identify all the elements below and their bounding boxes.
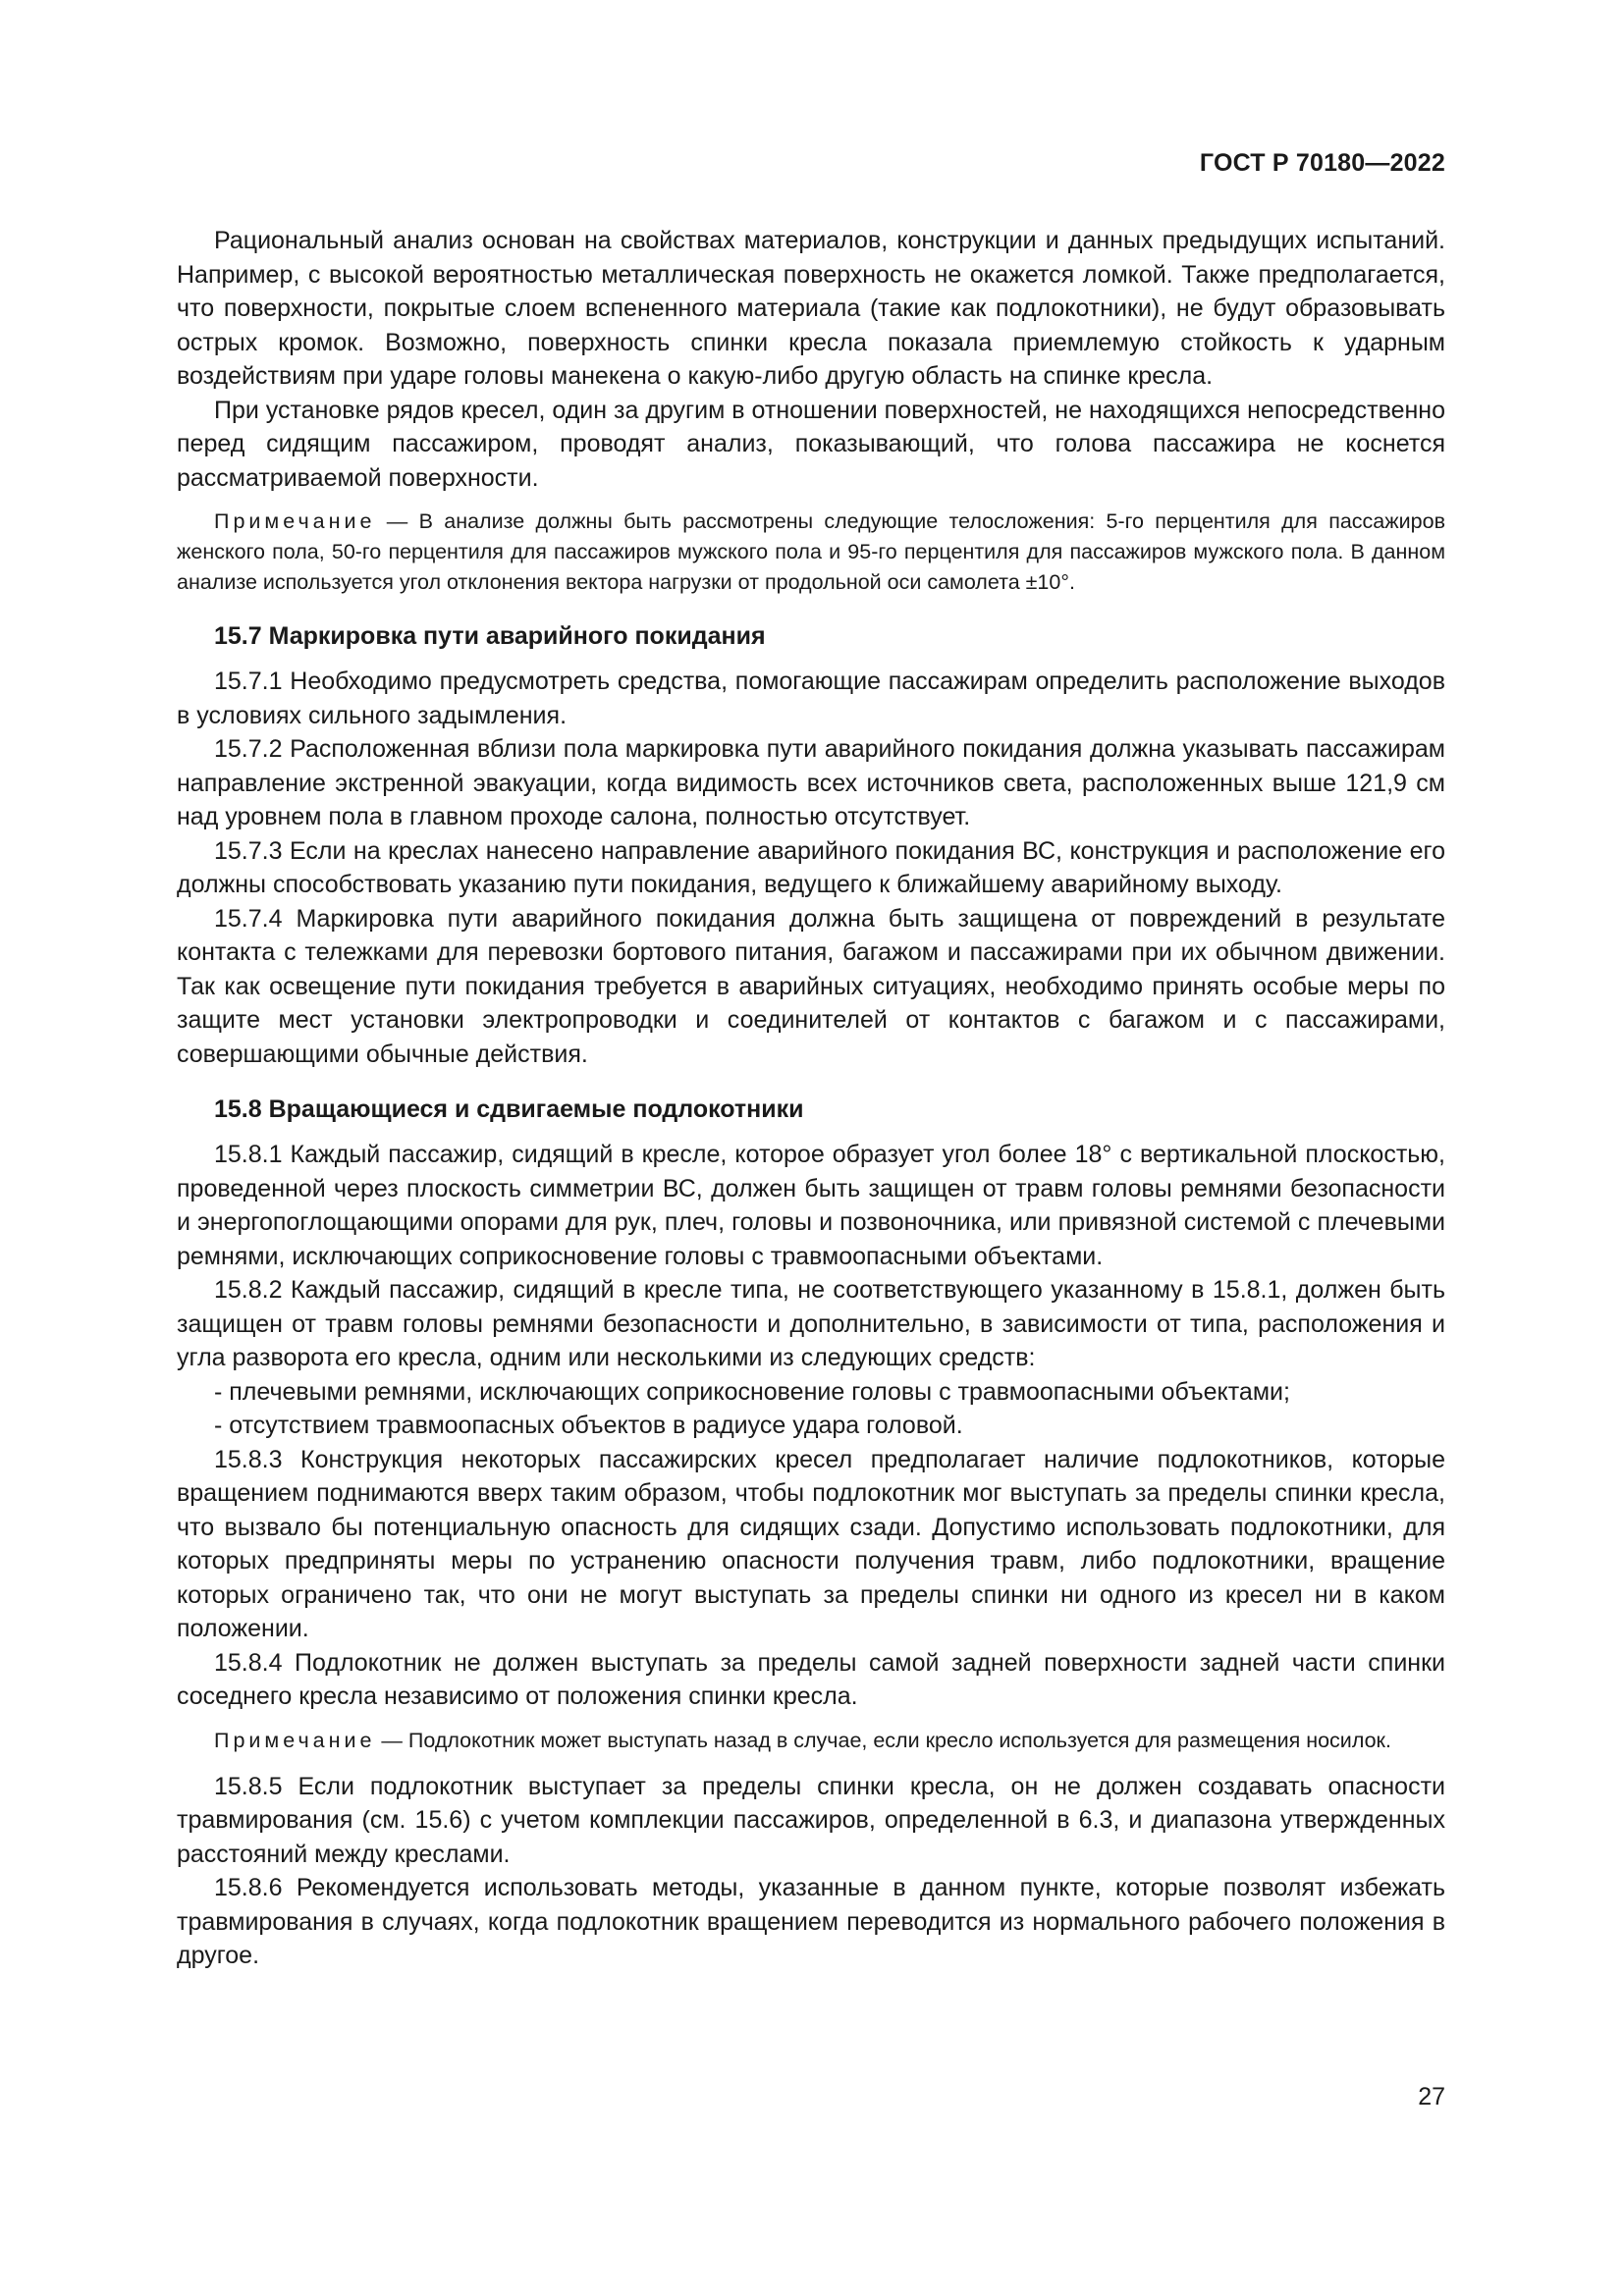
paragraph-15-8-5: 15.8.5 Если подлокотник выступает за пределы спинки кресла, он не должен создавать опасности травмирования (см. 15.6) с учетом комплекции пассажиров, определенной в 6.3, и диапазона утвержденных расстояний между креслами. [177,1772,1445,1868]
document-standard-id: ГОСТ Р 70180—2022 [1199,149,1445,177]
list-item-shoulder-belts: - плечевыми ремнями, исключающих соприкосновение головы с травмоопасными объектами; [214,1377,1290,1406]
paragraph-15-8-3: 15.8.3 Конструкция некоторых пассажирских кресел предполагает наличие подлокотников, которые вращением поднимаются вверх таким образом, чтобы подлокотник мог выступать за пределы спинки кресла, что вызвало бы потенциальную опасность для сидящих сзади. Допустимо использовать подлокотники, для которых предприняты меры по устранению опасности получения травм, либо подлокотники, вращение которых ограничено так, что они не могут выступать за пределы спинки ни одного из кресел ни в каком положении. [177,1445,1445,1642]
note-text: — Подлокотник может выступать назад в случае, если кресло используется для размещения носилок. [375,1728,1391,1752]
document-body [177,224,1445,1973]
paragraph-15-7-3: 15.7.3 Если на креслах нанесено направление аварийного покидания ВС, конструкция и расположение его должны способствовать указанию пути покидания, ведущего к ближайшему аварийному выходу. [177,836,1445,898]
paragraph-15-8-6: 15.8.6 Рекомендуется использовать методы, указанные в данном пункте, которые позволят избежать травмирования в случаях, когда подлокотник вращением переводится из нормального рабочего положения в другое. [177,1874,1445,1969]
list-item-no-hazards: - отсутствием травмоопасных объектов в радиусе удара головой. [214,1412,963,1439]
paragraph-15-7-4: 15.7.4 Маркировка пути аварийного покидания должна быть защищена от повреждений в результате контакта с тележками для перевозки бортового питания, багажом и пассажирами при их обычном движении. Так как освещение пути покидания требуется в аварийных ситуациях, необходимо принять особые меры по защите мест установки электропроводки и соединителей от контактов с багажом и с пассажирами, совершающими обычные действия. [177,904,1445,1068]
paragraph-15-7-2: 15.7.2 Расположенная вблизи пола маркировка пути аварийного покидания должна указывать пассажирам направление экстренной эвакуации, когда видимость всех источников света, расположенных выше 121,9 см над уровнем пола в главном проходе салона, полностью отсутствует. [177,735,1445,830]
paragraph-15-8-4: 15.8.4 Подлокотник не должен выступать за пределы самой задней поверхности задней части спинки соседнего кресла независимо от положения спинки кресла. [177,1648,1445,1710]
note-text: — В анализе должны быть рассмотрены следующие телосложения: 5-го перцентиля для пассажиров женского пола, 50-го перцентиля для пассажиров мужского пола и 95-го перцентиля для пассажиров мужского пола. В данном анализе используется угол отклонения вектора нагрузки от продольной оси самолета ±10°. [177,509,1445,594]
paragraph-15-8-2: 15.8.2 Каждый пассажир, сидящий в кресле типа, не соответствующего указанному в 15.8.1, должен быть защищен от травм головы ремнями безопасности и дополнительно, в зависимости от типа, расположения и угла разворота его кресла, одним или несколькими из следующих средств: [177,1276,1445,1371]
paragraph-seat-rows: При установке рядов кресел, один за другим в отношении поверхностей, не находящихся непосредственно перед сидящим пассажиром, проводят анализ, показывающий, что голова пассажира не коснется рассматриваемой поверхности. [177,396,1445,492]
note-body-types [177,507,1445,598]
section-heading-15-7: 15.7 Маркировка пути аварийного покидания [214,622,766,650]
section-heading-15-8: 15.8 Вращающиеся и сдвигаемые подлокотники [214,1095,804,1123]
paragraph-rational-analysis: Рациональный анализ основан на свойствах материалов, конструкции и данных предыдущих испытаний. Например, с высокой вероятностью металлическая поверхность не окажется ломкой. Также предполагается, что поверхности, покрытые слоем вспененного материала (такие как подлокотники), не будут образовывать острых кромок. Возможно, поверхность спинки кресла показала приемлемую стойкость к ударным воздействиям при ударе головы манекена о какую-либо другую область на спинке кресла. [177,227,1445,390]
note-label: Примечание [214,509,376,533]
page-number: 27 [1418,2083,1445,2110]
paragraph-15-8-1: 15.8.1 Каждый пассажир, сидящий в кресле, которое образует угол более 18° с вертикальной плоскостью, проведенной через плоскость симметрии ВС, должен быть защищен от травм головы ремнями безопасности и энергопоглощающими опорами для рук, плеч, головы и позвоночника, или привязной системой с плечевыми ремнями, исключающих соприкосновение головы с травмоопасными объектами. [177,1141,1445,1270]
note-armrest [177,1726,1445,1756]
paragraph-15-7-1: 15.7.1 Необходимо предусмотреть средства, помогающие пассажирам определить расположение выходов в условиях сильного задымления. [177,667,1445,729]
note-label: Примечание [214,1728,376,1752]
